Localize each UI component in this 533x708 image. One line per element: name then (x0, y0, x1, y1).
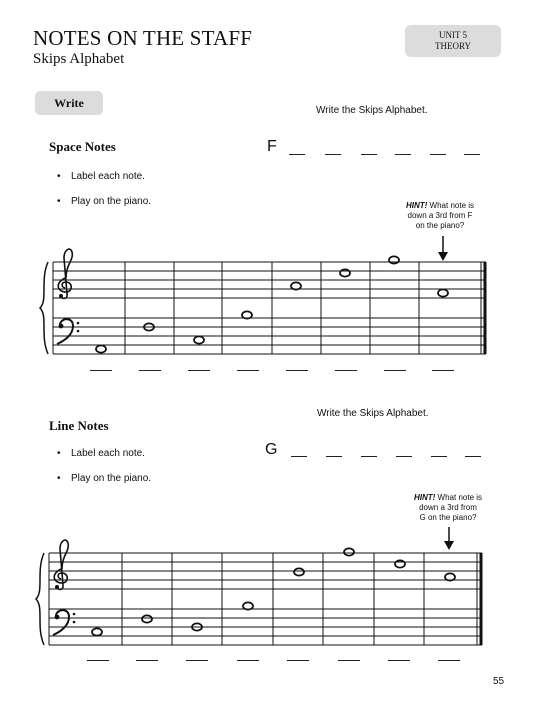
bullet-item: • Play on the piano. (57, 196, 152, 207)
treble-clef-icon (58, 249, 72, 298)
unit-label: UNIT 5 (438, 30, 468, 40)
bullet-item: • Label each note. (57, 448, 145, 459)
theory-label: THEORY (435, 41, 471, 51)
write-badge: Write (35, 91, 103, 115)
hint-arrow-icon (444, 527, 454, 550)
grand-staff-space-notes (53, 262, 486, 354)
whole-note (395, 560, 405, 567)
start-letter-line: G (265, 441, 278, 458)
grand-staff-line-notes (49, 553, 482, 645)
treble-clef-icon (54, 540, 68, 589)
whole-note (194, 336, 204, 343)
whole-note (96, 345, 106, 352)
section-heading-line: Line Notes (49, 418, 109, 433)
hint-text: HINT! What note is down a 3rd from G on the piano? (413, 493, 483, 522)
whole-note (340, 269, 350, 276)
hint-text: HINT! What note is down a 3rd from F on the piano? (405, 201, 475, 230)
page-number: 55 (493, 676, 505, 687)
bass-clef-icon (53, 610, 75, 635)
whole-note (344, 548, 354, 555)
instruction-space: Write the Skips Alphabet. (316, 105, 428, 116)
whole-note (92, 628, 102, 635)
brace (40, 262, 48, 354)
bass-clef-icon (57, 319, 79, 344)
whole-note (294, 568, 304, 575)
whole-note (389, 256, 399, 263)
page-subtitle: Skips Alphabet (33, 51, 125, 67)
page-title: NOTES ON THE STAFF (33, 26, 253, 50)
whole-note (142, 615, 152, 622)
hint-arrow-icon (438, 236, 448, 261)
bullet-item: • Play on the piano. (57, 473, 152, 484)
instruction-line: Write the Skips Alphabet. (317, 408, 429, 419)
section-heading-space: Space Notes (49, 139, 116, 154)
brace (36, 553, 44, 645)
whole-note (438, 289, 448, 296)
bullet-item: • Label each note. (57, 171, 145, 182)
start-letter-space: F (267, 138, 277, 155)
